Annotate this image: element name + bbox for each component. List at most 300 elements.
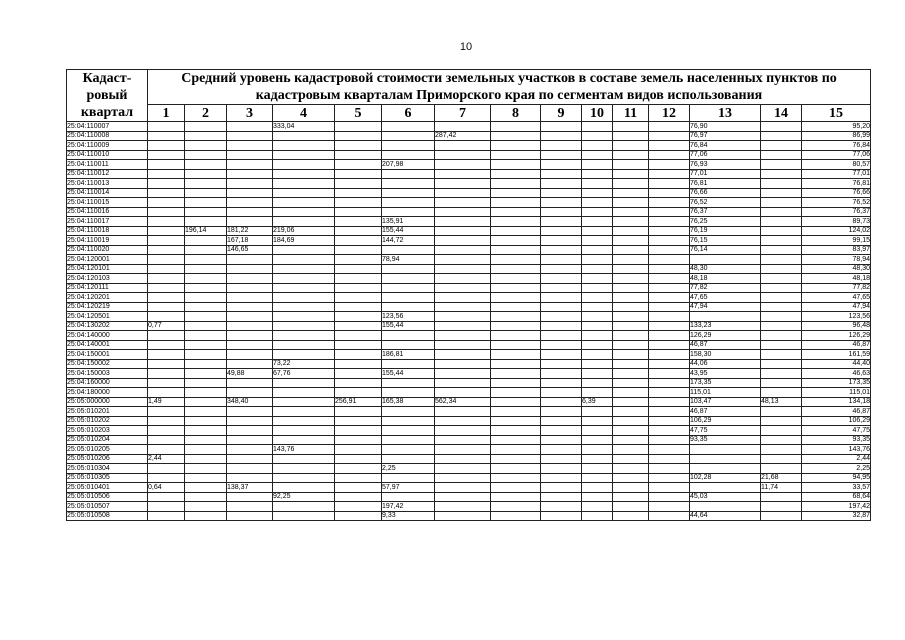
- segment-value-cell: [582, 312, 613, 322]
- segment-value-cell: [761, 312, 802, 322]
- segment-value-cell: [185, 141, 227, 151]
- segment-value-cell: [382, 426, 435, 436]
- table-row: [67, 454, 871, 464]
- segment-value-cell: [491, 340, 541, 350]
- table-row: [67, 169, 871, 179]
- segment-value-cell: [335, 502, 382, 512]
- segment-value-cell: [185, 397, 227, 407]
- segment-value-cell: [185, 321, 227, 331]
- segment-value-cell: 155,44: [382, 226, 435, 236]
- segment-value-cell: [491, 407, 541, 417]
- segment-value-cell: [227, 312, 273, 322]
- segment-value-cell: [273, 160, 335, 170]
- segment-value-cell: [227, 426, 273, 436]
- segment-value-cell: [435, 169, 491, 179]
- segment-value-cell: [761, 188, 802, 198]
- segment-number-header: 5: [335, 105, 382, 122]
- segment-value-cell: [649, 150, 690, 160]
- segment-value-cell: [761, 492, 802, 502]
- segment-value-cell: [649, 464, 690, 474]
- segment-value-cell: [761, 255, 802, 265]
- segment-value-cell: [649, 416, 690, 426]
- segment-value-cell: 115,01: [802, 388, 871, 398]
- segment-value-cell: [491, 141, 541, 151]
- cadastral-quarter-cell: 25:04:110009: [67, 141, 148, 151]
- segment-value-cell: [613, 283, 649, 293]
- segment-value-cell: [148, 131, 185, 141]
- segment-value-cell: [761, 236, 802, 246]
- segment-value-cell: [761, 464, 802, 474]
- segment-value-cell: [382, 141, 435, 151]
- segment-value-cell: [435, 483, 491, 493]
- segment-value-cell: [435, 141, 491, 151]
- segment-value-cell: [613, 378, 649, 388]
- segment-value-cell: 2,25: [802, 464, 871, 474]
- segment-value-cell: [148, 502, 185, 512]
- segment-value-cell: [613, 131, 649, 141]
- segment-value-cell: 93,35: [802, 435, 871, 445]
- segment-value-cell: 123,56: [382, 312, 435, 322]
- cadastral-quarter-cell: 25:05:010506: [67, 492, 148, 502]
- segment-value-cell: [185, 188, 227, 198]
- segment-value-cell: [761, 207, 802, 217]
- cadastral-quarter-header-line: квартал: [80, 105, 134, 120]
- segment-value-cell: [435, 454, 491, 464]
- segment-value-cell: [649, 264, 690, 274]
- segment-value-cell: [491, 274, 541, 284]
- segment-value-cell: [435, 217, 491, 227]
- segment-value-cell: [148, 378, 185, 388]
- segment-value-cell: [148, 283, 185, 293]
- segment-value-cell: [613, 226, 649, 236]
- segment-number-header: 8: [491, 105, 541, 122]
- segment-value-cell: [582, 179, 613, 189]
- segment-value-cell: [541, 483, 582, 493]
- segment-value-cell: [649, 169, 690, 179]
- segment-value-cell: [382, 264, 435, 274]
- segment-value-cell: [613, 492, 649, 502]
- cadastral-quarter-cell: 25:04:110019: [67, 236, 148, 246]
- segment-value-cell: 76,93: [690, 160, 761, 170]
- segment-value-cell: 76,52: [802, 198, 871, 208]
- segment-value-cell: [435, 150, 491, 160]
- segment-value-cell: [185, 150, 227, 160]
- segment-value-cell: [541, 331, 582, 341]
- segment-value-cell: [227, 388, 273, 398]
- segment-value-cell: [435, 378, 491, 388]
- segment-value-cell: [649, 435, 690, 445]
- segment-value-cell: 184,69: [273, 236, 335, 246]
- cadastral-quarter-cell: 25:04:120501: [67, 312, 148, 322]
- segment-value-cell: [613, 397, 649, 407]
- segment-value-cell: [649, 236, 690, 246]
- cadastral-quarter-cell: 25:05:010204: [67, 435, 148, 445]
- segment-value-cell: [435, 511, 491, 521]
- segment-value-cell: 44,40: [802, 359, 871, 369]
- segment-value-cell: 158,30: [690, 350, 761, 360]
- segment-value-cell: [761, 293, 802, 303]
- segment-value-cell: [541, 340, 582, 350]
- table-row: [67, 378, 871, 388]
- segment-value-cell: [582, 331, 613, 341]
- segment-value-cell: [185, 236, 227, 246]
- segment-value-cell: [613, 321, 649, 331]
- cadastral-quarter-cell: 25:04:120103: [67, 274, 148, 284]
- segment-value-cell: [649, 188, 690, 198]
- segment-value-cell: [382, 331, 435, 341]
- segment-value-cell: 6,39: [582, 397, 613, 407]
- segment-value-cell: [582, 302, 613, 312]
- table-row: [67, 179, 871, 189]
- segment-value-cell: [761, 283, 802, 293]
- segment-value-cell: [613, 255, 649, 265]
- segment-value-cell: [382, 131, 435, 141]
- segment-value-cell: 348,40: [227, 397, 273, 407]
- segment-value-cell: [227, 293, 273, 303]
- segment-value-cell: [148, 141, 185, 151]
- table-row: [67, 236, 871, 246]
- segment-value-cell: 167,18: [227, 236, 273, 246]
- segment-value-cell: [382, 445, 435, 455]
- segment-value-cell: [148, 179, 185, 189]
- segment-value-cell: [541, 378, 582, 388]
- segment-value-cell: [335, 473, 382, 483]
- segment-value-cell: [491, 264, 541, 274]
- segment-value-cell: [335, 359, 382, 369]
- segment-value-cell: [148, 169, 185, 179]
- segment-value-cell: [582, 122, 613, 132]
- cadastral-quarter-cell: 25:04:110014: [67, 188, 148, 198]
- segment-value-cell: [185, 350, 227, 360]
- segment-value-cell: [382, 435, 435, 445]
- segment-value-cell: [273, 321, 335, 331]
- segment-value-cell: [649, 350, 690, 360]
- segment-value-cell: 48,18: [690, 274, 761, 284]
- segment-value-cell: [273, 435, 335, 445]
- segment-value-cell: 33,57: [802, 483, 871, 493]
- segment-value-cell: [335, 340, 382, 350]
- segment-value-cell: 43,95: [690, 369, 761, 379]
- segment-value-cell: [541, 350, 582, 360]
- segment-value-cell: [273, 169, 335, 179]
- segment-value-cell: 48,18: [802, 274, 871, 284]
- segment-value-cell: [185, 359, 227, 369]
- segment-value-cell: [491, 350, 541, 360]
- segment-value-cell: 48,30: [690, 264, 761, 274]
- segment-value-cell: [491, 150, 541, 160]
- segment-value-cell: [185, 435, 227, 445]
- segment-number-header: 1: [148, 105, 185, 122]
- segment-value-cell: [649, 122, 690, 132]
- segment-value-cell: [582, 150, 613, 160]
- segment-value-cell: [273, 416, 335, 426]
- segment-value-cell: [227, 179, 273, 189]
- segment-value-cell: [491, 169, 541, 179]
- segment-value-cell: [185, 207, 227, 217]
- segment-value-cell: [382, 340, 435, 350]
- segment-value-cell: [541, 236, 582, 246]
- table-title-row: [67, 70, 871, 105]
- cadastral-quarter-cell: 25:05:010304: [67, 464, 148, 474]
- table-row: [67, 321, 871, 331]
- table-row: [67, 302, 871, 312]
- segment-value-cell: [541, 369, 582, 379]
- segment-value-cell: [382, 293, 435, 303]
- segment-value-cell: [335, 188, 382, 198]
- segment-value-cell: [335, 160, 382, 170]
- segment-value-cell: 47,75: [802, 426, 871, 436]
- segment-value-cell: 86,99: [802, 131, 871, 141]
- segment-value-cell: [582, 293, 613, 303]
- table-title: [148, 70, 871, 105]
- cadastral-quarter-cell: 25:04:160000: [67, 378, 148, 388]
- segment-value-cell: [435, 407, 491, 417]
- segment-value-cell: [761, 274, 802, 284]
- segment-value-cell: [148, 407, 185, 417]
- segment-value-cell: [613, 169, 649, 179]
- segment-value-cell: 143,76: [273, 445, 335, 455]
- segment-value-cell: [613, 445, 649, 455]
- segment-value-cell: [690, 445, 761, 455]
- segment-value-cell: [491, 236, 541, 246]
- table-row: [67, 435, 871, 445]
- cadastral-quarter-cell: 25:04:110010: [67, 150, 148, 160]
- segment-value-cell: [185, 407, 227, 417]
- segment-value-cell: [227, 131, 273, 141]
- segment-value-cell: [148, 350, 185, 360]
- segment-value-cell: [491, 445, 541, 455]
- segment-value-cell: [435, 264, 491, 274]
- segment-value-cell: [273, 207, 335, 217]
- cadastral-quarter-cell: 25:04:180000: [67, 388, 148, 398]
- segment-value-cell: [491, 312, 541, 322]
- cadastral-quarter-cell: 25:05:010205: [67, 445, 148, 455]
- segment-value-cell: [185, 492, 227, 502]
- segment-value-cell: 77,01: [802, 169, 871, 179]
- segment-value-cell: 76,15: [690, 236, 761, 246]
- segment-value-cell: [335, 150, 382, 160]
- table-body: [67, 122, 871, 521]
- segment-value-cell: [273, 179, 335, 189]
- segment-value-cell: [435, 359, 491, 369]
- segment-value-cell: [761, 150, 802, 160]
- segment-value-cell: [613, 388, 649, 398]
- segment-value-cell: [541, 226, 582, 236]
- segment-value-cell: [613, 454, 649, 464]
- segment-value-cell: [148, 473, 185, 483]
- segment-value-cell: 46,63: [802, 369, 871, 379]
- segment-value-cell: [273, 198, 335, 208]
- segment-value-cell: [761, 426, 802, 436]
- segment-value-cell: [613, 426, 649, 436]
- segment-value-cell: [649, 141, 690, 151]
- segment-value-cell: [582, 283, 613, 293]
- segment-value-cell: [382, 150, 435, 160]
- segment-value-cell: [649, 160, 690, 170]
- segment-value-cell: [382, 169, 435, 179]
- segment-value-cell: [382, 359, 435, 369]
- table-row: [67, 473, 871, 483]
- segment-value-cell: [491, 464, 541, 474]
- segment-value-cell: [613, 359, 649, 369]
- segment-value-cell: [148, 226, 185, 236]
- segment-value-cell: 47,75: [690, 426, 761, 436]
- segment-value-cell: [582, 445, 613, 455]
- cadastral-quarter-cell: 25:04:110015: [67, 198, 148, 208]
- segment-value-cell: [185, 169, 227, 179]
- segment-value-cell: [148, 198, 185, 208]
- segment-value-cell: [582, 245, 613, 255]
- segment-value-cell: [335, 435, 382, 445]
- table-row: [67, 255, 871, 265]
- segment-value-cell: [491, 188, 541, 198]
- segment-value-cell: [541, 169, 582, 179]
- segment-number-header: 14: [761, 105, 802, 122]
- segment-value-cell: [491, 397, 541, 407]
- segment-value-cell: 32,87: [802, 511, 871, 521]
- segment-value-cell: [761, 350, 802, 360]
- segment-value-cell: 92,25: [273, 492, 335, 502]
- segment-value-cell: 57,97: [382, 483, 435, 493]
- segment-number-header: 6: [382, 105, 435, 122]
- segment-value-cell: [335, 122, 382, 132]
- segment-value-cell: [582, 340, 613, 350]
- segment-value-cell: [435, 179, 491, 189]
- segment-value-cell: [541, 464, 582, 474]
- segment-value-cell: [227, 454, 273, 464]
- segment-value-cell: [649, 445, 690, 455]
- segment-value-cell: [273, 397, 335, 407]
- segment-value-cell: 123,56: [802, 312, 871, 322]
- segment-value-cell: [649, 321, 690, 331]
- segment-value-cell: 95,20: [802, 122, 871, 132]
- segment-value-cell: [185, 312, 227, 322]
- segment-value-cell: [582, 511, 613, 521]
- cadastral-quarter-cell: 25:05:000000: [67, 397, 148, 407]
- segment-value-cell: [185, 416, 227, 426]
- segment-value-cell: 106,29: [690, 416, 761, 426]
- segment-value-cell: 76,52: [690, 198, 761, 208]
- cadastral-quarter-cell: 25:04:120101: [67, 264, 148, 274]
- segment-value-cell: [335, 226, 382, 236]
- segment-value-cell: [227, 283, 273, 293]
- segment-value-cell: [335, 236, 382, 246]
- segment-value-cell: [273, 426, 335, 436]
- segment-value-cell: [335, 331, 382, 341]
- segment-value-cell: [227, 217, 273, 227]
- segment-number-header: 3: [227, 105, 273, 122]
- segment-value-cell: [185, 264, 227, 274]
- segment-value-cell: [613, 369, 649, 379]
- segment-value-cell: 126,29: [690, 331, 761, 341]
- segment-value-cell: [541, 179, 582, 189]
- segment-value-cell: [491, 283, 541, 293]
- segment-value-cell: 76,37: [802, 207, 871, 217]
- segment-value-cell: 80,57: [802, 160, 871, 170]
- segment-value-cell: [335, 312, 382, 322]
- segment-value-cell: [541, 274, 582, 284]
- segment-value-cell: [382, 416, 435, 426]
- segment-number-header: 2: [185, 105, 227, 122]
- cadastral-quarter-cell: 25:04:150003: [67, 369, 148, 379]
- segment-value-cell: [382, 122, 435, 132]
- segment-value-cell: [435, 445, 491, 455]
- table-row: [67, 264, 871, 274]
- cadastral-quarter-cell: 25:04:110016: [67, 207, 148, 217]
- segment-value-cell: [690, 464, 761, 474]
- segment-value-cell: [185, 369, 227, 379]
- segment-value-cell: [382, 283, 435, 293]
- segment-value-cell: [491, 426, 541, 436]
- segment-value-cell: [335, 169, 382, 179]
- segment-value-cell: [227, 198, 273, 208]
- segment-value-cell: 11,74: [761, 483, 802, 493]
- segment-value-cell: [273, 283, 335, 293]
- segment-value-cell: [185, 426, 227, 436]
- segment-value-cell: [649, 426, 690, 436]
- segment-value-cell: [185, 378, 227, 388]
- segment-value-cell: [541, 255, 582, 265]
- segment-value-cell: [582, 435, 613, 445]
- segment-value-cell: [382, 179, 435, 189]
- segment-value-cell: [649, 511, 690, 521]
- segment-number-header: 4: [273, 105, 335, 122]
- segment-value-cell: [491, 160, 541, 170]
- segment-value-cell: [227, 435, 273, 445]
- segment-value-cell: [761, 141, 802, 151]
- segment-value-cell: [582, 131, 613, 141]
- table-row: [67, 141, 871, 151]
- segment-value-cell: [649, 388, 690, 398]
- segment-value-cell: [613, 274, 649, 284]
- segment-value-cell: [541, 435, 582, 445]
- segment-value-cell: [435, 416, 491, 426]
- segment-value-cell: [335, 131, 382, 141]
- segment-value-cell: [185, 445, 227, 455]
- segment-value-cell: 138,37: [227, 483, 273, 493]
- segment-value-cell: [613, 217, 649, 227]
- segment-value-cell: [761, 435, 802, 445]
- segment-value-cell: [148, 188, 185, 198]
- segment-value-cell: [227, 445, 273, 455]
- segment-value-cell: 186,81: [382, 350, 435, 360]
- segment-value-cell: [541, 207, 582, 217]
- segment-value-cell: [491, 198, 541, 208]
- segment-value-cell: 77,06: [690, 150, 761, 160]
- segment-value-cell: [649, 502, 690, 512]
- segment-value-cell: [491, 483, 541, 493]
- segment-value-cell: 173,35: [802, 378, 871, 388]
- segment-value-cell: [649, 283, 690, 293]
- segment-value-cell: [761, 331, 802, 341]
- segment-value-cell: 155,44: [382, 321, 435, 331]
- segment-value-cell: [148, 435, 185, 445]
- segment-value-cell: 44,06: [690, 359, 761, 369]
- segment-value-cell: 83,97: [802, 245, 871, 255]
- segment-value-cell: [148, 511, 185, 521]
- segment-value-cell: [582, 207, 613, 217]
- segment-value-cell: [491, 435, 541, 445]
- table-row: [67, 331, 871, 341]
- segment-value-cell: [541, 445, 582, 455]
- segment-value-cell: [382, 492, 435, 502]
- segment-value-cell: [185, 483, 227, 493]
- segment-value-cell: [273, 483, 335, 493]
- segment-value-cell: 1,49: [148, 397, 185, 407]
- table-row: [67, 483, 871, 493]
- segment-value-cell: [491, 416, 541, 426]
- segment-value-cell: [761, 407, 802, 417]
